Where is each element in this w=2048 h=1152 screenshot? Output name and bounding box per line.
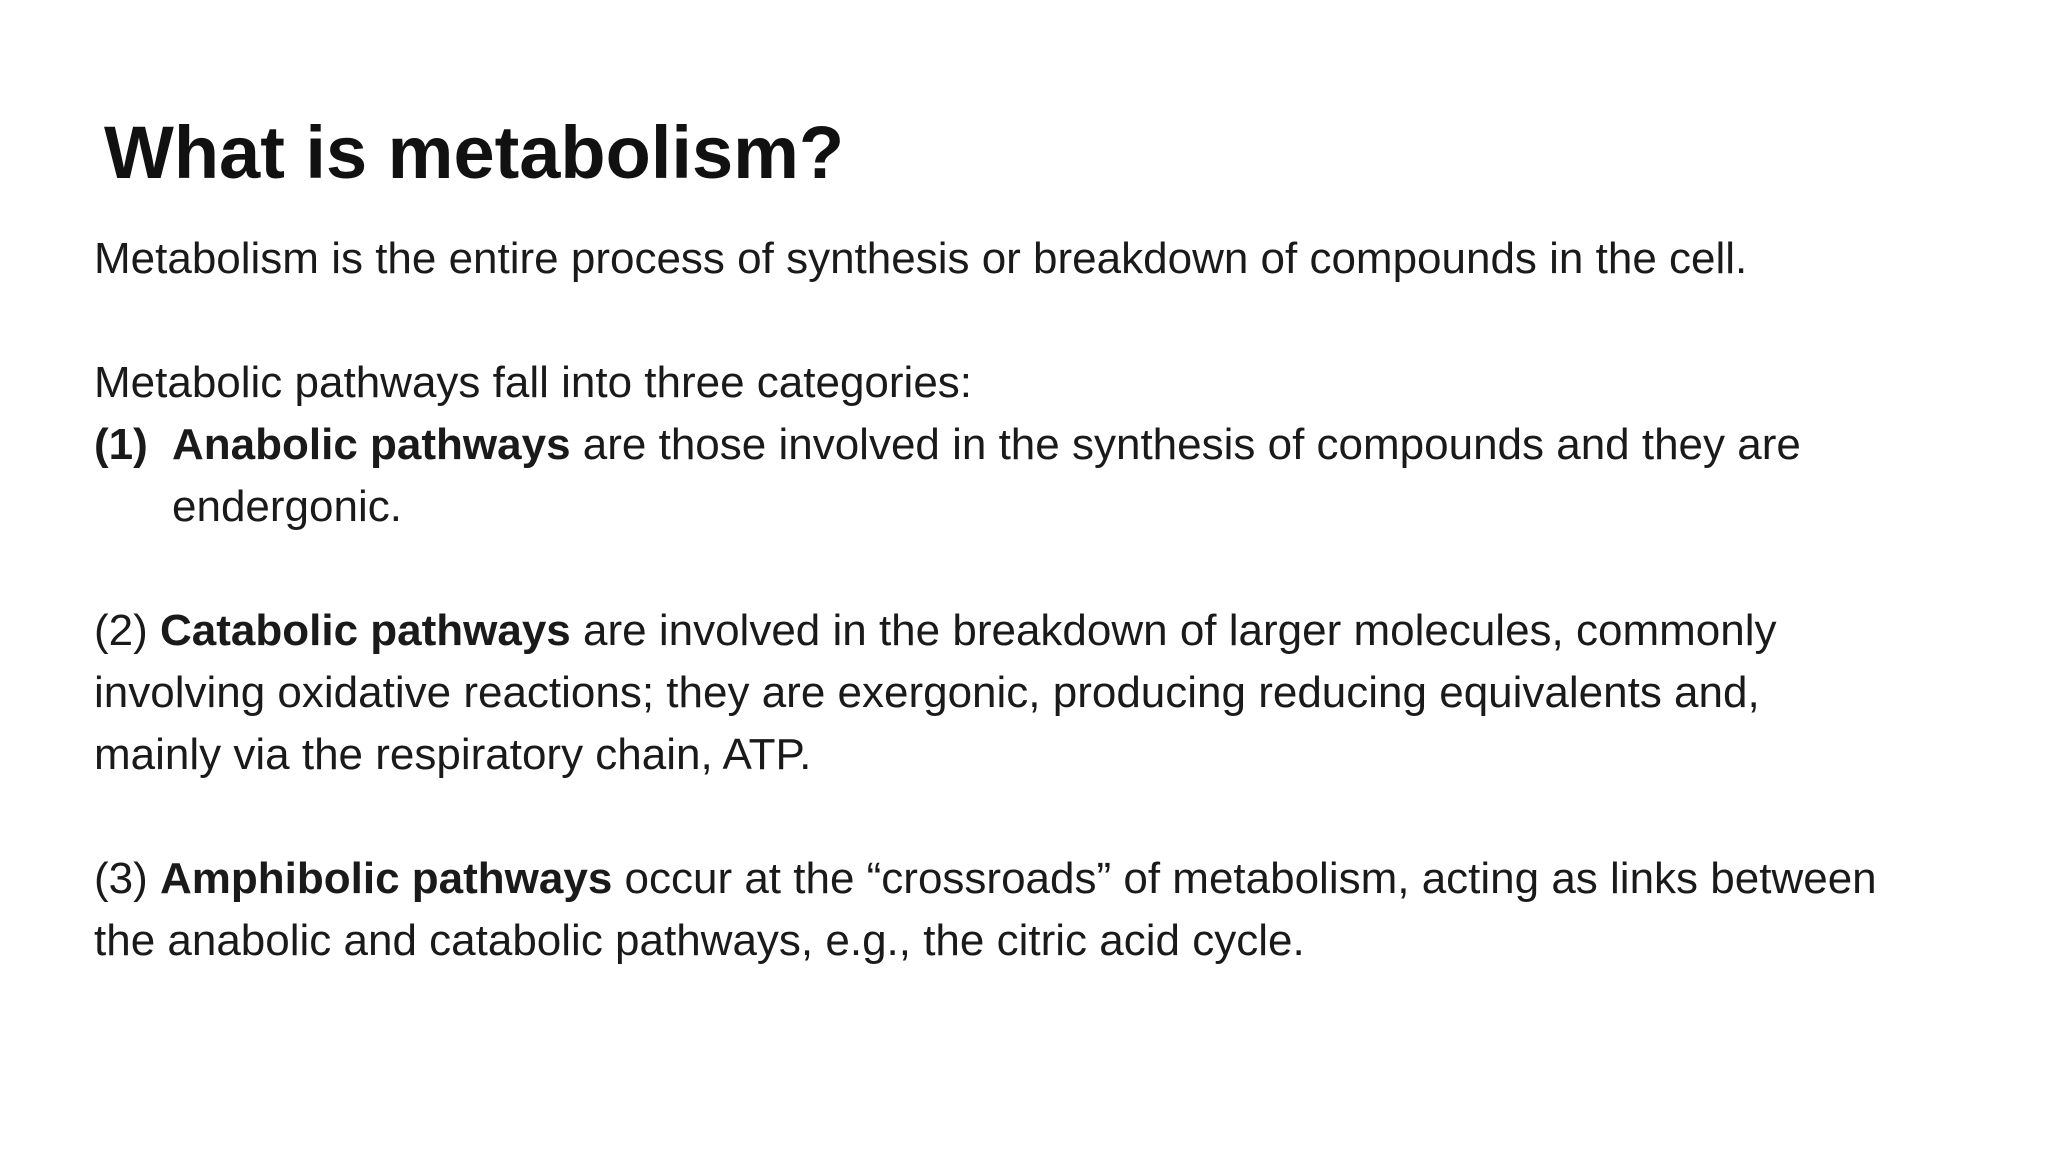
list-item-anabolic <box>94 414 2014 538</box>
item-line2: the anabolic and catabolic pathways, e.g., the citric acid cycle. <box>94 916 1305 965</box>
slide-body <box>94 228 2014 972</box>
spacer <box>94 538 2014 600</box>
item-number: (3) <box>94 854 160 903</box>
item-line2: endergonic. <box>172 482 402 531</box>
slide-title: What is metabolism? <box>104 111 845 194</box>
item-text <box>172 414 2014 538</box>
item-number: (1) <box>94 420 148 469</box>
item-number: (2) <box>94 606 160 655</box>
categories-lead: Metabolic pathways fall into three categories: <box>94 358 973 407</box>
item-term: Anabolic pathways <box>172 420 571 469</box>
intro-paragraph: Metabolism is the entire process of synthesis or breakdown of compounds in the cell. <box>94 234 1748 283</box>
list-item-catabolic <box>94 600 2014 786</box>
item-line <box>94 600 2014 662</box>
item-line <box>94 848 2014 910</box>
item-term: Amphibolic pathways <box>160 854 613 903</box>
item-term: Catabolic pathways <box>160 606 571 655</box>
spacer <box>94 786 2014 848</box>
item-line <box>172 414 2014 476</box>
item-line2: involving oxidative reactions; they are exergonic, producing reducing equivalents and, <box>94 668 1760 717</box>
list-item-amphibolic <box>94 848 2014 972</box>
item-line1-rest: are involved in the breakdown of larger molecules, commonly <box>570 606 1777 655</box>
item-line3: mainly via the respiratory chain, ATP. <box>94 730 812 779</box>
item-line1-rest: occur at the “crossroads” of metabolism, acting as links between <box>612 854 1877 903</box>
spacer <box>94 290 2014 352</box>
item-line1-rest: are those involved in the synthesis of compounds and they are <box>570 420 1801 469</box>
